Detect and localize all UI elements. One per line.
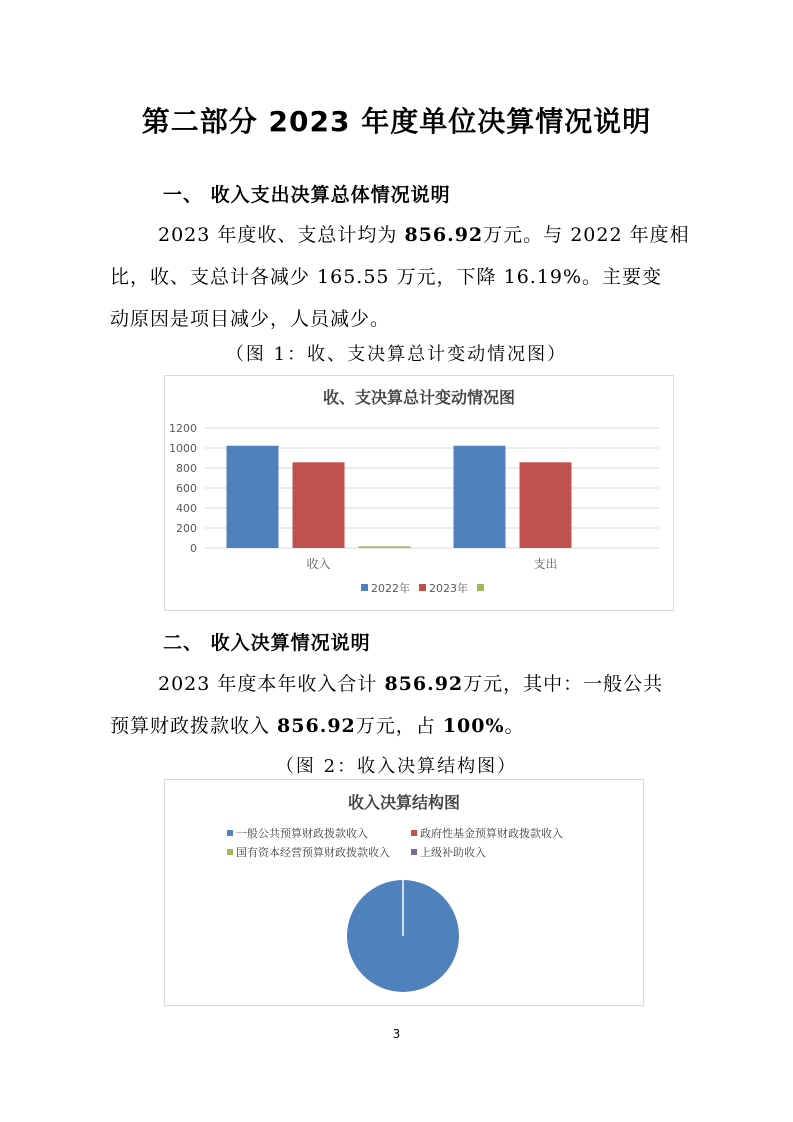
text-run: 。 <box>504 715 525 737</box>
paragraph-line <box>110 298 676 340</box>
section2-paragraph <box>110 663 676 747</box>
bar-series2-收入 <box>359 546 411 548</box>
bar-2022年-收入 <box>227 446 279 548</box>
figure1-caption: （图 1：收、支决算总计变动情况图） <box>225 344 568 365</box>
bar-2023年-收入 <box>293 462 345 548</box>
text-run: 预算财政拨款收入 <box>110 715 278 737</box>
x-tick-label: 收入 <box>306 557 331 571</box>
bar-2023年-支出 <box>520 462 572 548</box>
legend-swatch <box>411 849 417 855</box>
figure2-caption: （图 2：收入决算结构图） <box>275 756 518 777</box>
bar-chart-container <box>164 375 674 611</box>
paragraph-line <box>110 663 676 705</box>
y-tick-label: 1200 <box>169 422 197 435</box>
y-tick-label: 200 <box>176 522 197 535</box>
y-tick-label: 1000 <box>169 442 197 455</box>
text-run: 万元。与 2022 年度相 <box>483 224 690 246</box>
page-title: 第二部分 2023 年度单位决算情况说明 <box>141 105 652 138</box>
section2-heading: 二、 收入决算情况说明 <box>163 632 371 654</box>
y-tick-label: 600 <box>176 482 197 495</box>
text-run: 比，收、支总计各减少 165.55 万元，下降 16.19%。主要变 <box>110 266 663 288</box>
y-tick-label: 400 <box>176 502 197 515</box>
legend-swatch <box>361 584 368 591</box>
legend-swatch <box>227 830 233 836</box>
text-run: 万元，占 <box>355 715 443 737</box>
legend-label: 上级补助收入 <box>420 846 486 859</box>
text-run-bold: 856.92 <box>277 715 356 737</box>
text-run-bold: 856.92 <box>384 673 464 695</box>
chart-title: 收、支决算总计变动情况图 <box>322 388 516 407</box>
section1-heading: 一、 收入支出决算总体情况说明 <box>163 184 451 206</box>
y-tick-label: 800 <box>176 462 197 475</box>
legend-swatch <box>419 584 426 591</box>
legend-label: 政府性基金预算财政拨款收入 <box>420 827 563 840</box>
text-run: 万元，其中：一般公共 <box>463 673 664 695</box>
y-tick-label: 0 <box>190 542 197 555</box>
x-tick-label: 支出 <box>533 557 558 571</box>
legend-label: 2022年 <box>371 582 410 595</box>
text-run: 动原因是项目减少，人员减少。 <box>110 308 391 330</box>
bar-2022年-支出 <box>454 446 506 548</box>
legend-label: 一般公共预算财政拨款收入 <box>236 827 368 840</box>
chart-title: 收入决算结构图 <box>347 793 461 812</box>
pie-chart-container <box>164 779 644 1006</box>
text-run: 2023 年度本年收入合计 <box>158 673 385 695</box>
text-run-bold: 100% <box>442 715 505 737</box>
legend-swatch <box>477 584 484 591</box>
page-number: 3 <box>392 1027 401 1041</box>
legend-label: 2023年 <box>429 582 468 595</box>
text-run-bold: 856.92 <box>404 224 484 246</box>
paragraph-line <box>110 256 676 298</box>
legend-swatch <box>227 849 233 855</box>
legend-swatch <box>411 830 417 836</box>
paragraph-line <box>110 214 690 256</box>
section1-paragraph <box>110 214 690 340</box>
pie-chart <box>165 780 643 1005</box>
legend-label: 国有资本经营预算财政拨款收入 <box>236 846 390 859</box>
text-run: 2023 年度收、支总计均为 <box>158 224 405 246</box>
paragraph-line <box>110 705 676 747</box>
bar-chart <box>165 376 673 610</box>
